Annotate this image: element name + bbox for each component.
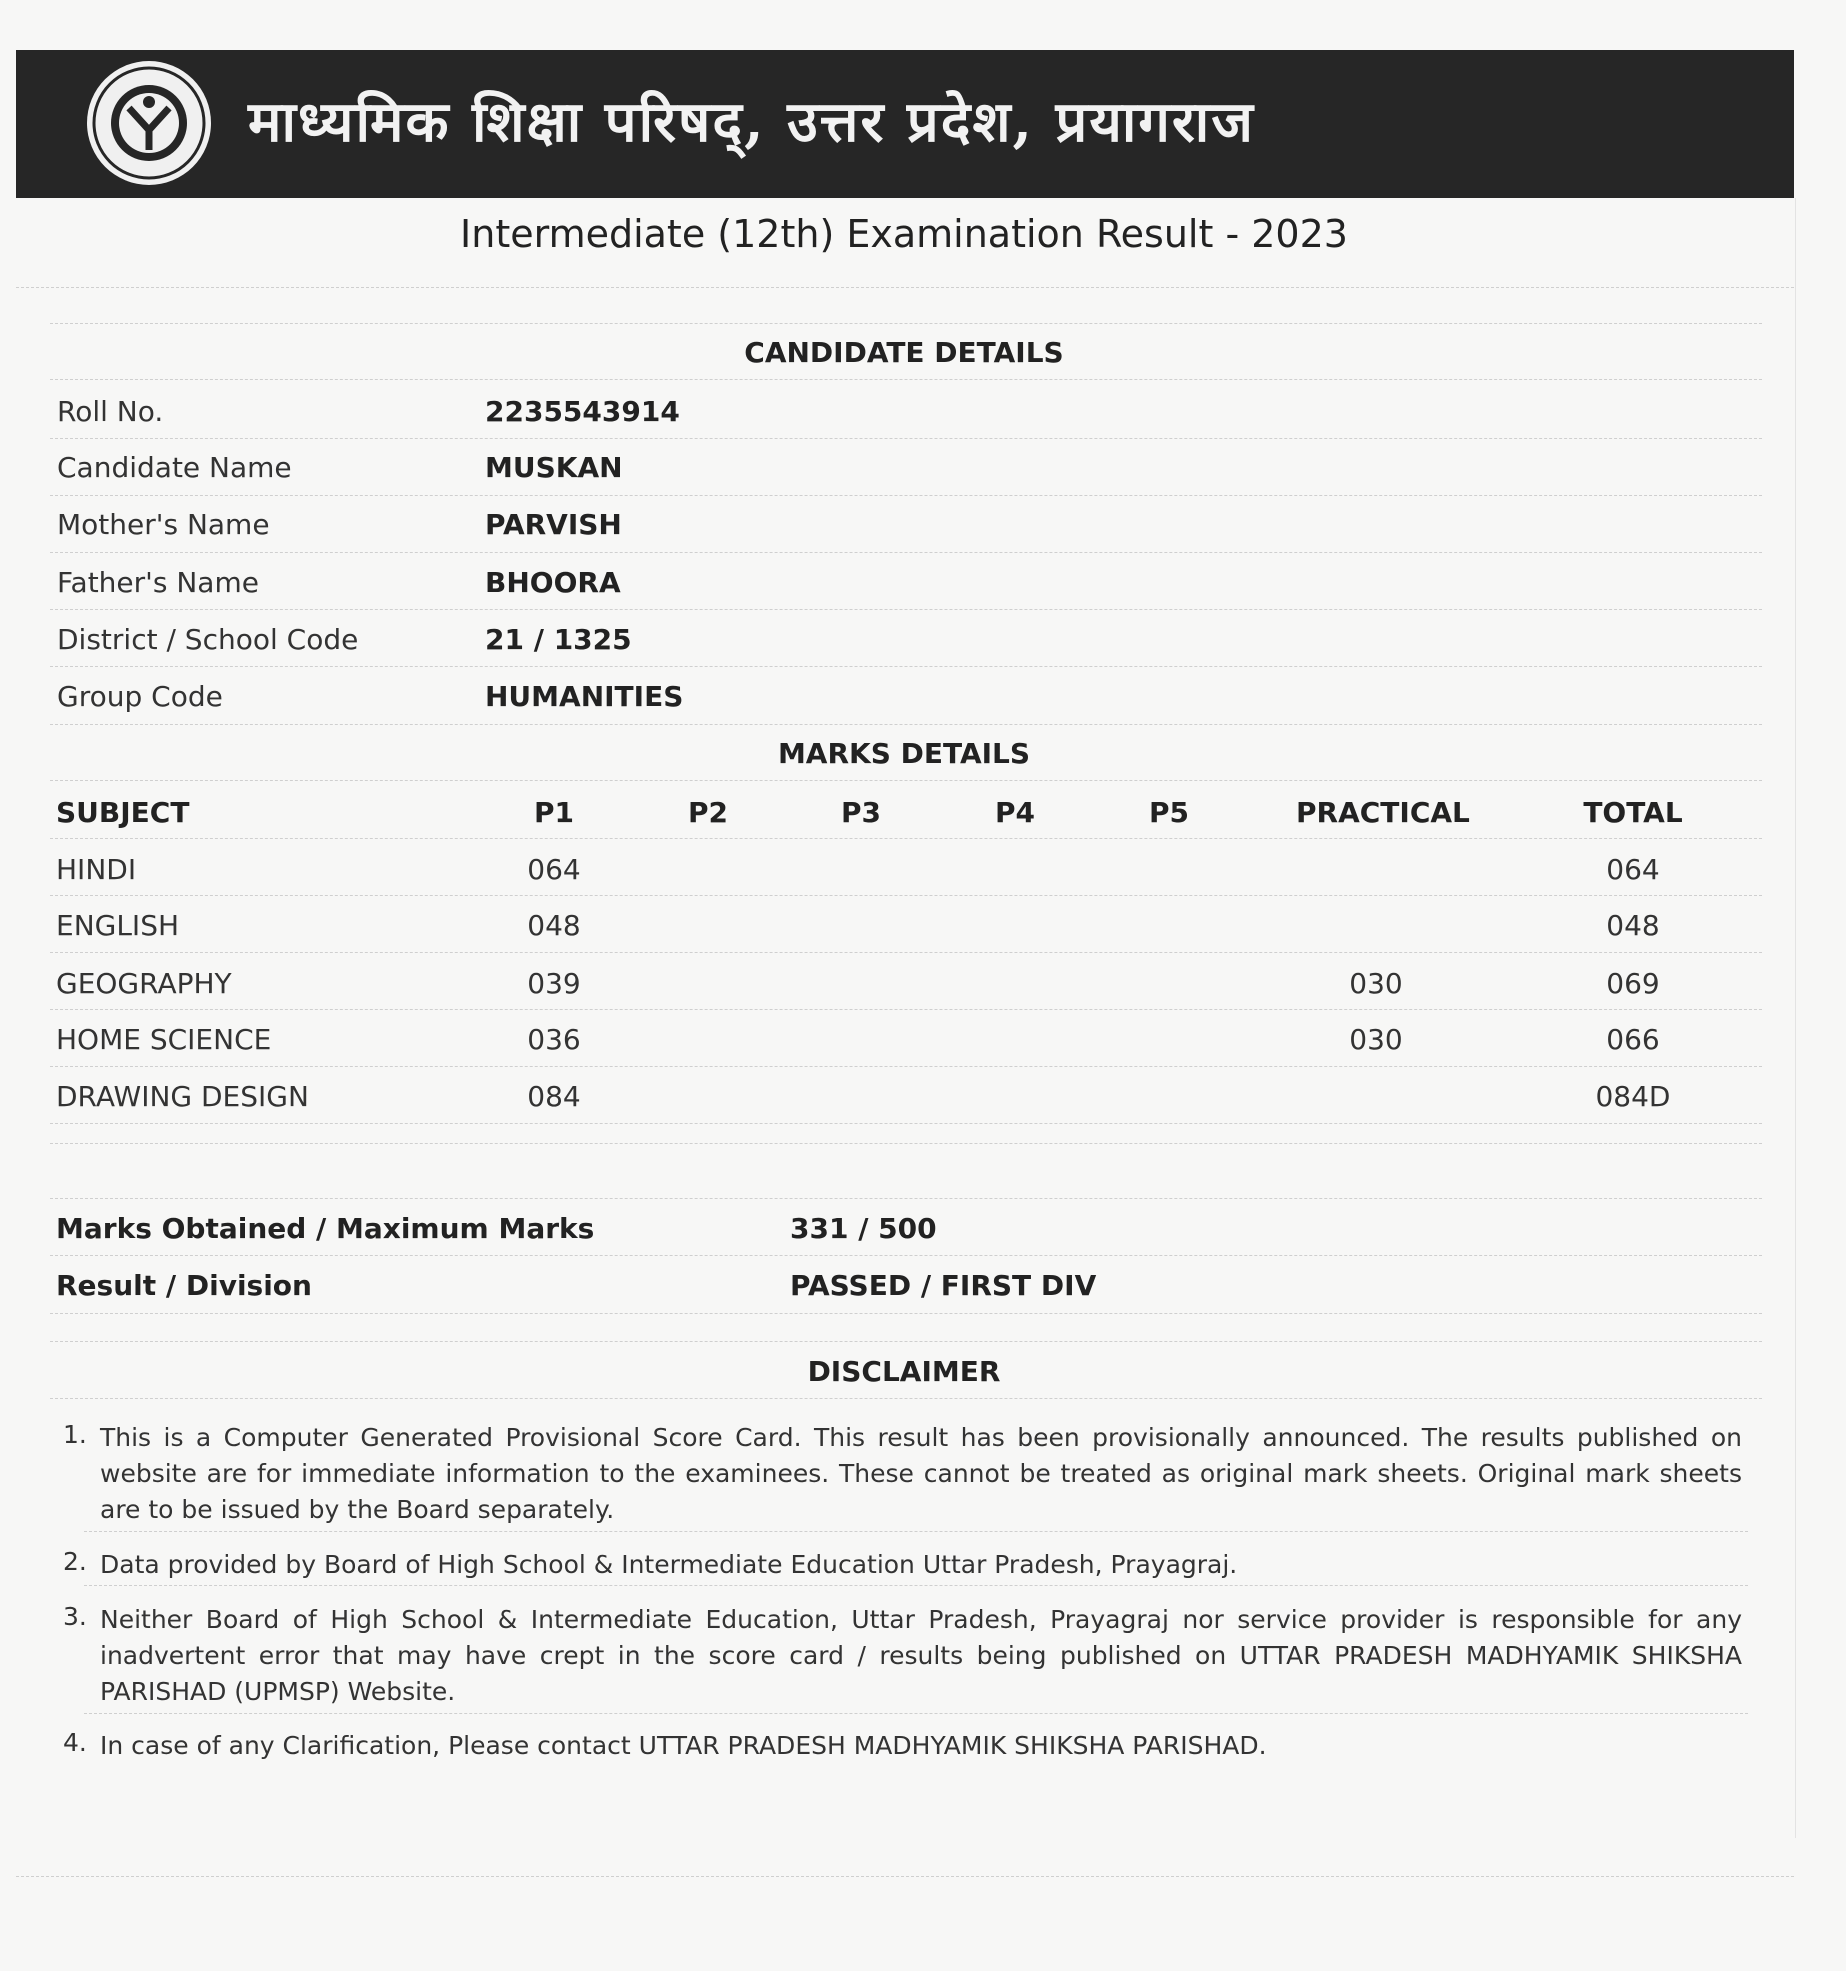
mark-total: 064: [1606, 853, 1660, 886]
roll-no-value: 2235543914: [485, 395, 680, 428]
disclaimer-item: Neither Board of High School & Intermediate Education, Uttar Pradesh, Prayagraj nor service provider is responsible for any inadvertent error that may have crept in the score card / results being published on UTTAR PRADESH MADHYAMIK SHIKSHA PARISHAD (UPMSP) Website.: [100, 1605, 1742, 1706]
col-practical: PRACTICAL: [1296, 796, 1470, 829]
subject-name: DRAWING DESIGN: [56, 1080, 309, 1113]
divider: [50, 1009, 1762, 1010]
col-p3: P3: [840, 796, 881, 829]
father-name-label: Father's Name: [57, 566, 259, 599]
divider: [50, 1313, 1762, 1314]
candidate-details-heading: CANDIDATE DETAILS: [744, 336, 1064, 369]
result-division-value: PASSED / FIRST DIV: [790, 1269, 1097, 1302]
mark-total: 066: [1606, 1023, 1660, 1056]
mark-practical: 030: [1349, 1023, 1403, 1056]
group-code-value: HUMANITIES: [485, 680, 684, 713]
mark-p1: 048: [527, 909, 581, 942]
col-p5: P5: [1148, 796, 1189, 829]
district-school-code-value: 21 / 1325: [485, 623, 632, 656]
district-school-code-label: District / School Code: [57, 623, 359, 656]
father-name-value: BHOORA: [485, 566, 621, 599]
divider: [50, 552, 1762, 553]
divider: [50, 666, 1762, 667]
divider: [84, 1531, 1748, 1532]
divider: [50, 1398, 1762, 1399]
disclaimer-number: 4.: [63, 1728, 87, 1757]
disclaimer-number: 1.: [63, 1420, 87, 1449]
col-p1: P1: [533, 796, 574, 829]
candidate-name-label: Candidate Name: [57, 451, 292, 484]
divider: [50, 1123, 1762, 1124]
divider: [50, 1143, 1762, 1144]
marks-obtained-label: Marks Obtained / Maximum Marks: [56, 1212, 595, 1245]
mark-total: 069: [1606, 967, 1660, 1000]
divider: [16, 287, 1794, 288]
disclaimer-item: Data provided by Board of High School & Intermediate Education Uttar Pradesh, Prayagraj.: [100, 1550, 1238, 1579]
divider: [50, 952, 1762, 953]
mark-total: 048: [1606, 909, 1660, 942]
divider: [50, 724, 1762, 725]
divider: [50, 1255, 1762, 1256]
col-p2: P2: [687, 796, 728, 829]
divider: [50, 323, 1762, 324]
subject-name: HINDI: [56, 853, 137, 886]
divider: [50, 379, 1762, 380]
mark-p1: 036: [527, 1023, 581, 1056]
col-subject: SUBJECT: [56, 796, 190, 829]
subject-name: HOME SCIENCE: [56, 1023, 272, 1056]
disclaimer-number: 2.: [63, 1547, 87, 1576]
mark-p1: 039: [527, 967, 581, 1000]
col-total: TOTAL: [1583, 796, 1683, 829]
divider: [50, 438, 1762, 439]
divider: [50, 895, 1762, 896]
upmsp-seal-icon: [84, 58, 214, 188]
mark-p1: 064: [527, 853, 581, 886]
candidate-name-value: MUSKAN: [485, 451, 623, 484]
disclaimer-item: This is a Computer Generated Provisional Score Card. This result has been provisionally announced. The results published on website are for immediate information to the examinees. These cannot be treated as original mark sheets. Original mark sheets are to be issued by the Board separately.: [100, 1423, 1742, 1524]
divider: [50, 780, 1762, 781]
divider: [50, 609, 1762, 610]
result-division-label: Result / Division: [56, 1269, 312, 1302]
subject-name: GEOGRAPHY: [56, 967, 232, 1000]
disclaimer-number: 3.: [63, 1602, 87, 1631]
mother-name-value: PARVISH: [485, 508, 622, 541]
group-code-label: Group Code: [57, 680, 223, 713]
divider: [84, 1713, 1748, 1714]
divider: [50, 838, 1762, 839]
mother-name-label: Mother's Name: [57, 508, 270, 541]
mark-p1: 084: [527, 1080, 581, 1113]
page-title: Intermediate (12th) Examination Result - 2023: [460, 212, 1348, 256]
marks-obtained-value: 331 / 500: [790, 1212, 937, 1245]
subject-name: ENGLISH: [56, 909, 180, 942]
marks-details-heading: MARKS DETAILS: [777, 737, 1031, 770]
divider: [50, 1198, 1762, 1199]
divider: [84, 1585, 1748, 1586]
divider: [16, 1876, 1794, 1877]
board-title-hindi: माध्यमिक शिक्षा परिषद्, उत्तर प्रदेश, प्रयागराज: [248, 89, 1255, 155]
col-p4: P4: [994, 796, 1035, 829]
divider: [50, 495, 1762, 496]
page-border: [1795, 198, 1796, 1838]
divider: [50, 1066, 1762, 1067]
mark-practical: 030: [1349, 967, 1403, 1000]
disclaimer-item: In case of any Clarification, Please contact UTTAR PRADESH MADHYAMIK SHIKSHA PARISHAD.: [100, 1731, 1267, 1760]
roll-no-label: Roll No.: [57, 395, 164, 428]
disclaimer-heading: DISCLAIMER: [807, 1355, 1001, 1388]
mark-total: 084D: [1595, 1080, 1671, 1113]
divider: [50, 1341, 1762, 1342]
